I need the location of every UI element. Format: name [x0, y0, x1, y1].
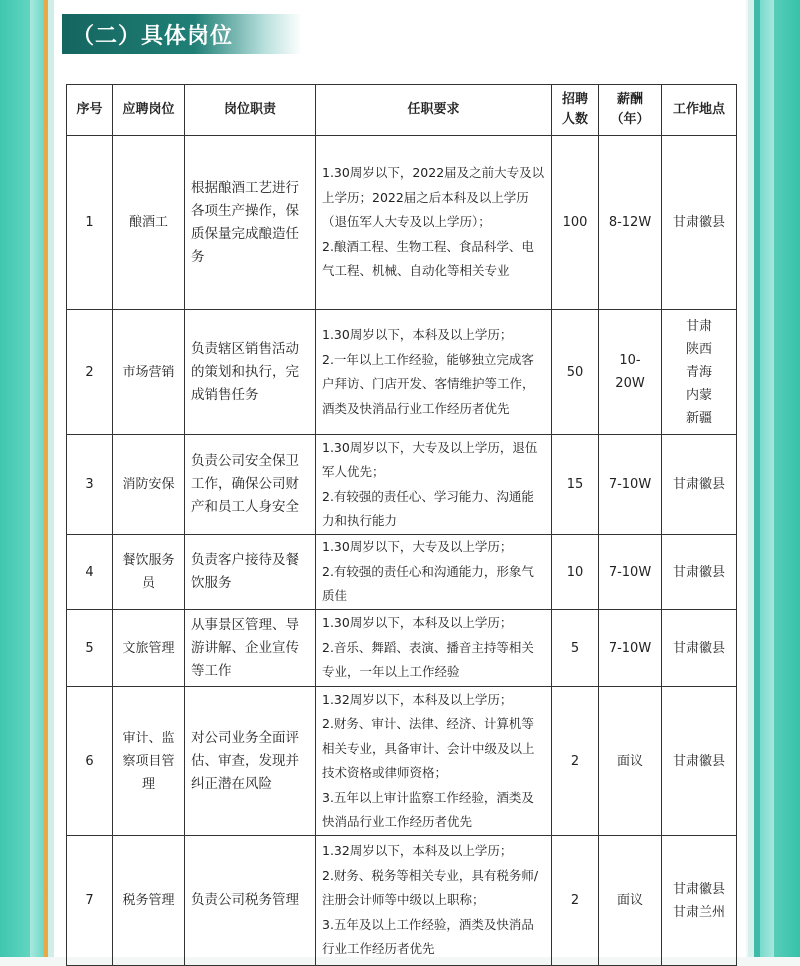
row-position: 市场营销: [113, 310, 185, 435]
location-item: 新疆: [685, 410, 712, 426]
location-item: 内蒙: [685, 387, 712, 403]
row-salary: 8-12W: [599, 136, 662, 310]
row-count: 15: [552, 435, 599, 535]
table-row: [67, 610, 737, 687]
header-duty: 岗位职责: [185, 85, 316, 136]
location-item: 甘肃徽县: [672, 477, 725, 492]
requirement-item: 3.五年以上审计监察工作经验，酒类及快消品行业工作经历者优先: [322, 789, 534, 829]
row-position: 税务管理: [113, 836, 185, 966]
location-item: 甘肃徽县: [672, 564, 725, 580]
requirement-item: 1.32周岁以下，本科及以上学历；: [322, 691, 513, 707]
header-salary-line: 薪酬: [616, 92, 643, 107]
row-no: 4: [67, 535, 113, 610]
table-row: [67, 687, 737, 836]
table-row: [67, 836, 737, 966]
header-position: 应聘岗位: [113, 85, 185, 136]
requirement-item: 2.有较强的责任心和沟通能力，形象气质佳: [322, 563, 534, 604]
row-count: 50: [552, 310, 599, 435]
requirement-item: 1.32周岁以下，本科及以上学历；: [322, 843, 513, 859]
table-row: [67, 435, 737, 535]
header-no: 序号: [67, 85, 113, 136]
row-requirements: [316, 136, 552, 310]
header-requirements: 任职要求: [316, 85, 552, 136]
row-location: [662, 836, 737, 966]
location-item: 甘肃徽县: [672, 881, 725, 897]
row-duty: 负责公司税务管理: [185, 836, 316, 966]
row-location: [662, 687, 737, 836]
row-count: 2: [552, 687, 599, 836]
row-count: 100: [552, 136, 599, 310]
requirement-item: 2.财务、税务等相关专业，具有税务师/注册会计师等中级以上职称；: [322, 867, 539, 908]
header-count-line: 人数: [561, 112, 588, 127]
table-row: [67, 136, 737, 310]
requirement-item: 1.30周岁以下，2022届及之前大专及以上学历；2022届之后本科及以上学历（退伍军人大专及以上学历）；: [322, 165, 545, 230]
header-count: [552, 85, 599, 136]
right-pale-band: [748, 0, 754, 957]
right-decorative-stripe-inner: [760, 0, 774, 957]
row-requirements: [316, 610, 552, 687]
requirement-item: 2.有较强的责任心、学习能力、沟通能力和执行能力: [322, 488, 534, 528]
row-count: 10: [552, 535, 599, 610]
row-duty: 根据酿酒工艺进行各项生产操作，保质保量完成酿造任务: [185, 136, 316, 310]
requirement-item: 3.五年及以上工作经验，酒类及快消品行业工作经历者优先: [322, 916, 534, 957]
header-salary: [599, 85, 662, 136]
row-duty: 对公司业务全面评估、审查，发现并纠正潜在风险: [185, 687, 316, 836]
row-position: 酿酒工: [113, 136, 185, 310]
location-item: 甘肃兰州: [672, 904, 725, 920]
row-position: 消防安保: [113, 435, 185, 535]
row-salary: 7-10W: [599, 535, 662, 610]
requirement-item: 2.财务、审计、法律、经济、计算机等相关专业，具备审计、会计中级及以上技术资格或律师资格；: [322, 716, 535, 780]
row-requirements: [316, 836, 552, 966]
row-position: 文旅管理: [113, 610, 185, 687]
row-location: [662, 535, 737, 610]
row-salary: 7-10W: [599, 610, 662, 687]
requirement-item: 2.酿酒工程、生物工程、食品科学、电气工程、机械、自动化等相关专业: [322, 238, 534, 279]
table-row: [67, 535, 737, 610]
row-duty: 负责客户接待及餐饮服务: [185, 535, 316, 610]
requirement-item: 1.30周岁以下，大专及以上学历；: [322, 539, 513, 555]
row-position: 审计、监察项目管理: [113, 687, 185, 836]
row-duty: 负责辖区销售活动的策划和执行，完成销售任务: [185, 310, 316, 435]
right-accent-line: [754, 0, 760, 957]
requirement-item: 1.30周岁以下，本科及以上学历；: [322, 327, 513, 342]
row-requirements: [316, 535, 552, 610]
row-duty: 负责公司安全保卫工作，确保公司财产和员工人身安全: [185, 435, 316, 535]
row-location: [662, 610, 737, 687]
row-requirements: [316, 310, 552, 435]
requirement-item: 1.30周岁以下，本科及以上学历；: [322, 615, 513, 631]
header-salary-line: （年）: [610, 112, 650, 127]
location-item: 陕西: [685, 341, 712, 357]
row-no: 6: [67, 687, 113, 836]
row-no: 7: [67, 836, 113, 966]
row-no: 1: [67, 136, 113, 310]
row-no: 2: [67, 310, 113, 435]
row-location: [662, 310, 737, 435]
location-item: 甘肃徽县: [672, 215, 725, 230]
row-count: 5: [552, 610, 599, 687]
row-no: 3: [67, 435, 113, 535]
header-count-line: 招聘: [561, 92, 588, 107]
table-header-row: [67, 85, 737, 136]
row-location: [662, 435, 737, 535]
location-item: 甘肃徽县: [672, 753, 725, 769]
row-duty: 从事景区管理、导游讲解、企业宣传等工作: [185, 610, 316, 687]
right-decorative-stripe: [774, 0, 800, 957]
location-item: 青海: [685, 364, 712, 380]
positions-table: [66, 84, 737, 966]
row-no: 5: [67, 610, 113, 687]
location-item: 甘肃: [685, 318, 712, 334]
row-salary: 7-10W: [599, 435, 662, 535]
left-decorative-stripe: [0, 0, 30, 957]
requirement-item: 2.音乐、舞蹈、表演、播音主持等相关专业，一年以上工作经验: [322, 639, 534, 680]
row-location: [662, 136, 737, 310]
row-salary: 面议: [599, 687, 662, 836]
row-salary: 10-20W: [599, 310, 662, 435]
row-position: 餐饮服务员: [113, 535, 185, 610]
header-location: 工作地点: [662, 85, 737, 136]
row-requirements: [316, 435, 552, 535]
row-count: 2: [552, 836, 599, 966]
section-header: [62, 14, 302, 54]
section-title: （二）具体岗位: [72, 23, 234, 49]
location-item: 甘肃徽县: [672, 640, 725, 656]
row-salary: 面议: [599, 836, 662, 966]
left-decorative-stripe-inner: [30, 0, 44, 957]
requirement-item: 2.一年以上工作经验，能够独立完成客户拜访、门店开发、客情维护等工作，酒类及快消品行业工作经历者优先: [322, 351, 535, 416]
row-requirements: [316, 687, 552, 836]
table-row: [67, 310, 737, 435]
requirement-item: 1.30周岁以下，大专及以上学历，退伍军人优先；: [322, 439, 538, 479]
